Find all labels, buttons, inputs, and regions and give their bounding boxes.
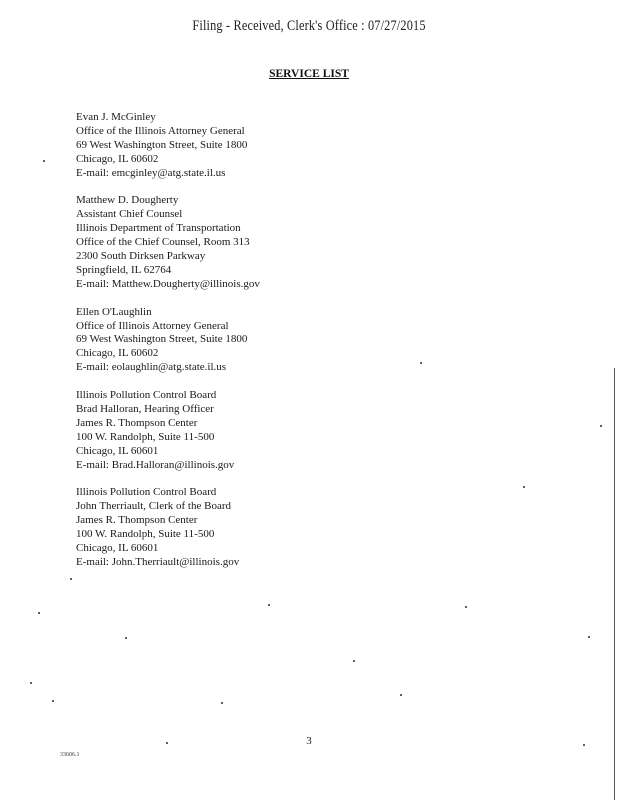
scan-speck — [353, 660, 355, 662]
entry-email: E-mail: John.Therriault@illinois.gov — [76, 555, 240, 568]
service-entry-olaughlin — [76, 306, 496, 376]
scan-speck — [588, 636, 590, 638]
entry-email: E-mail: Matthew.Dougherty@illinois.gov — [76, 277, 260, 290]
scan-speck — [400, 694, 402, 696]
entry-street: 69 West Washington Street, Suite 1800 — [76, 138, 248, 151]
scan-speck — [166, 742, 168, 744]
scan-edge-line — [614, 368, 615, 800]
page-title: SERVICE LIST — [269, 68, 349, 80]
scan-speck — [43, 160, 45, 162]
scan-speck — [420, 362, 422, 364]
entry-street: 100 W. Randolph, Suite 11-500 — [76, 430, 215, 443]
entry-city: Springfield, IL 62764 — [76, 263, 172, 276]
scan-speck — [52, 700, 54, 702]
scan-speck — [268, 604, 270, 606]
entry-name: John Therriault, Clerk of the Board — [76, 500, 231, 513]
entry-name: Evan J. McGinley — [76, 111, 156, 123]
entry-email: E-mail: Brad.Halloran@illinois.gov — [76, 458, 235, 471]
entry-office: Office of the Chief Counsel, Room 313 — [76, 236, 250, 249]
entry-building: James R. Thompson Center — [76, 416, 198, 429]
entry-office: Office of the Illinois Attorney General — [76, 124, 245, 137]
service-entry-halloran — [76, 389, 496, 472]
entry-organization: Illinois Pollution Control Board — [76, 486, 217, 499]
entry-street: 69 West Washington Street, Suite 1800 — [76, 333, 248, 346]
scan-speck — [38, 612, 40, 614]
entry-name: Ellen O'Laughlin — [76, 305, 152, 318]
filing-stamp: Filing - Received, Clerk's Office : 07/27/2015 — [192, 18, 426, 34]
entry-building: James R. Thompson Center — [76, 514, 198, 527]
entry-street: 100 W. Randolph, Suite 11-500 — [76, 528, 215, 541]
document-code: 33606.1 — [60, 752, 80, 758]
scan-speck — [583, 744, 585, 746]
scan-speck — [221, 702, 223, 704]
service-entry-therriault — [76, 486, 496, 569]
scan-speck — [30, 682, 32, 684]
scan-speck — [523, 486, 525, 488]
page-number: 3 — [306, 735, 312, 747]
entry-city: Chicago, IL 60602 — [76, 347, 159, 360]
service-entry-dougherty — [76, 194, 496, 291]
scan-speck — [125, 637, 127, 639]
entry-organization: Illinois Department of Transportation — [76, 222, 241, 235]
entry-city: Chicago, IL 60601 — [76, 542, 159, 555]
entry-city: Chicago, IL 60602 — [76, 152, 159, 165]
entry-street: 2300 South Dirksen Parkway — [76, 250, 206, 263]
service-entry-mcginley — [76, 111, 496, 181]
entry-email: E-mail: eolaughlin@atg.state.il.us — [76, 361, 227, 374]
scan-speck — [465, 606, 467, 608]
entry-office: Office of Illinois Attorney General — [76, 319, 229, 332]
entry-name: Matthew D. Dougherty — [76, 194, 179, 207]
entry-name: Brad Halloran, Hearing Officer — [76, 402, 214, 415]
scan-speck — [70, 578, 72, 580]
entry-city: Chicago, IL 60601 — [76, 444, 159, 457]
entry-organization: Illinois Pollution Control Board — [76, 389, 217, 402]
entry-title: Assistant Chief Counsel — [76, 208, 183, 221]
service-list — [76, 111, 496, 584]
entry-email: E-mail: emcginley@atg.state.il.us — [76, 166, 226, 179]
scan-speck — [600, 425, 602, 427]
